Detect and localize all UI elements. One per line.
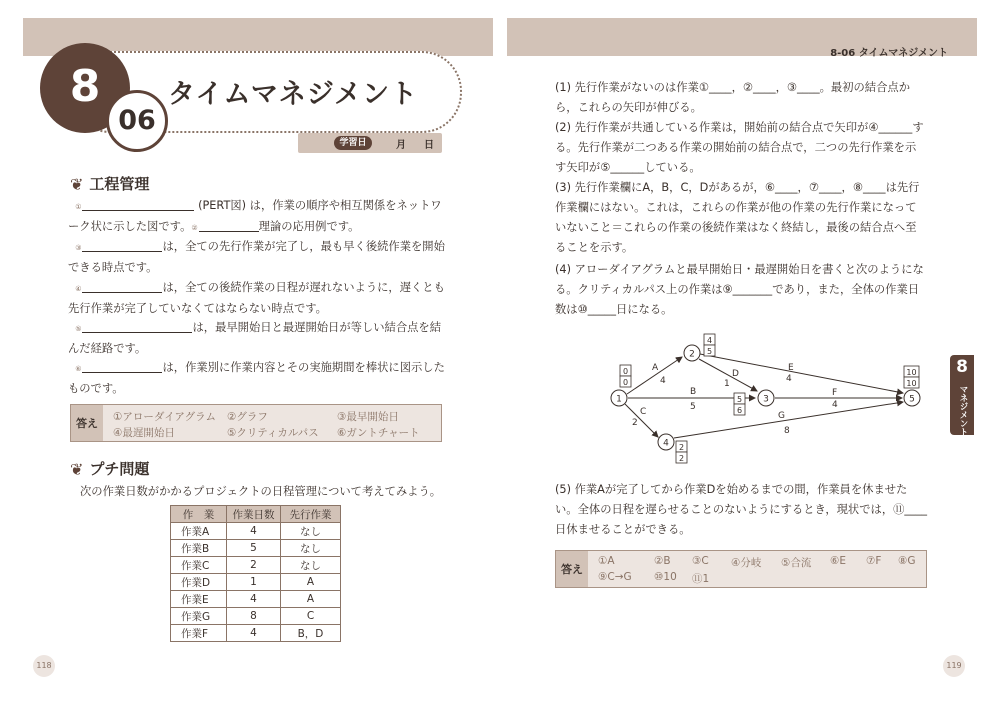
table-row: 作業B 5 なし <box>171 540 341 557</box>
table-header: 先行作業 <box>281 506 341 523</box>
answer-item: ③C <box>692 555 709 567</box>
svg-text:2: 2 <box>678 443 685 452</box>
node-2 <box>684 345 700 361</box>
answer-item: ⑤クリティカルパス <box>227 427 319 439</box>
quiz-intro: 次の作業日数がかかるプロジェクトの日程管理について考えてみよう。 <box>80 485 442 498</box>
fill-blank <box>199 219 259 232</box>
edge-days: 8 <box>784 426 790 436</box>
question-2: (2) 先行作業が共通している作業は，開始前の結合点で矢印が④______する。先行作業が二つある作業の開始前の結合点で，二つの先行作業を示す矢印が⑤______している。 <box>555 121 924 174</box>
leaf-icon: ❦ <box>70 175 84 194</box>
edge-days: 2 <box>632 418 638 428</box>
edge-days: 1 <box>724 379 730 389</box>
answer-label: 答え <box>556 551 588 587</box>
edge-days: 4 <box>832 400 838 410</box>
side-tab-label: マネジメント <box>958 385 968 436</box>
edge-days: 4 <box>660 376 666 386</box>
chapter-number: 8 <box>40 43 130 133</box>
node-1 <box>611 390 627 406</box>
section-number: 06 <box>106 90 168 152</box>
arrow-diagram <box>600 332 940 466</box>
answer-item: ⑥E <box>830 555 847 567</box>
svg-text:3: 3 <box>763 394 769 405</box>
node-4 <box>658 434 674 450</box>
section-heading-quiz: ❦ プチ問題 <box>70 460 150 479</box>
table-row: 作業D 1 A <box>171 574 341 591</box>
svg-text:2: 2 <box>678 454 685 463</box>
edge-label: E <box>788 363 794 373</box>
running-head: 8-06 タイムマネジメント <box>830 48 948 59</box>
table-row: 作業G 8 C <box>171 608 341 625</box>
answer-item: ④分岐 <box>731 557 762 569</box>
question-1: (1) 先行作業がないのは作業①____，②____，③____。最初の結合点から，これらの矢印が伸びる。 <box>555 81 910 114</box>
page-number: 119 <box>943 655 965 677</box>
fill-blank <box>82 280 162 293</box>
table-row: 作業A 4 なし <box>171 523 341 540</box>
edge-e <box>700 354 903 393</box>
edge-days: 4 <box>786 374 792 384</box>
answer-item: ②グラフ <box>227 411 268 423</box>
edge-label: F <box>832 388 838 398</box>
question-3: (3) 先行作業欄にA，B，C，Dがあるが，⑥____，⑦____，⑧____は先行作業欄にはない。これは，これらの作業が他の作業の先行作業になっていないこと＝これらの作業の後続作業はなく終結し，最後の結合点へ至ることを示す。 <box>555 181 920 254</box>
leaf-icon: ❦ <box>70 460 84 479</box>
edge-label: G <box>778 411 785 421</box>
answer-box-2 <box>555 550 927 588</box>
svg-text:0: 0 <box>622 367 629 376</box>
node-5 <box>904 390 920 406</box>
table-row: 作業F 4 B，D <box>171 625 341 642</box>
answer-item: ⑥ガントチャート <box>337 427 420 439</box>
answer-item: ②B <box>654 555 671 567</box>
paragraph-earliest: ③ は，全ての先行作業が完了し，最も早く後続作業を開始できる時点です。 <box>68 240 445 274</box>
fill-blank <box>82 320 192 333</box>
answer-box-1 <box>70 404 442 442</box>
svg-text:0: 0 <box>622 378 629 387</box>
table-header: 作業日数 <box>227 506 281 523</box>
answer-item: ①アローダイアグラム <box>113 411 216 423</box>
time-box-node-1 <box>620 365 631 387</box>
svg-text:4: 4 <box>663 438 669 449</box>
answer-item: ⑦F <box>866 555 882 567</box>
table-row: 作業C 2 なし <box>171 557 341 574</box>
right-page <box>500 0 1000 707</box>
edge-days: 5 <box>690 402 696 412</box>
edge-label: A <box>652 363 659 373</box>
answer-item: ⑩10 <box>654 571 677 583</box>
svg-text:5: 5 <box>706 347 713 356</box>
page-title: タイムマネジメント <box>168 79 419 110</box>
paragraph-critical: ⑤ は，最早開始日と最遅開始日が等しい結合点を結んだ経路です。 <box>68 321 442 355</box>
edge-label: C <box>640 407 647 417</box>
time-box-node-3 <box>734 393 745 415</box>
fill-blank <box>82 239 162 252</box>
svg-text:10: 10 <box>906 368 917 377</box>
svg-text:5: 5 <box>909 394 915 405</box>
time-box-node-2 <box>704 334 715 356</box>
answer-item: ⑪1 <box>692 573 710 585</box>
svg-text:1: 1 <box>616 394 622 405</box>
answer-item: ⑤合流 <box>781 557 812 569</box>
svg-text:5: 5 <box>736 395 743 404</box>
work-table <box>170 505 341 642</box>
paragraph-gantt: ⑥ は，作業別に作業内容とその実施期間を棒状に図示したものです。 <box>68 361 445 395</box>
time-box-node-5 <box>904 366 919 388</box>
svg-text:4: 4 <box>706 336 713 345</box>
svg-text:6: 6 <box>736 406 743 415</box>
svg-text:2: 2 <box>689 349 695 360</box>
study-date-day: 日 <box>424 140 434 151</box>
svg-text:10: 10 <box>906 379 917 388</box>
paragraph-pert: ① (PERT図) は，作業の順序や相互関係をネットワーク状に示した図です。② 理論の応用例です。 <box>68 199 442 233</box>
page-number: 118 <box>33 655 55 677</box>
study-date-month: 月 <box>396 140 406 151</box>
node-3 <box>758 390 774 406</box>
side-tab-number: 8 <box>956 357 968 377</box>
answer-item: ①A <box>598 555 615 567</box>
question-4: (4) アローダイアグラムと最早開始日・最遅開始日を書くと次のようになる。クリティカルパス上の作業は⑨_______であり，また，全体の作業日数は⑩_____日になる。 <box>555 263 924 316</box>
paragraph-latest: ④ は，全ての後続作業の日程が遅れないように，遅くとも先行作業が完了していなくてはならない時点です。 <box>68 281 445 315</box>
answer-item: ③最早開始日 <box>337 411 399 423</box>
question-5: (5) 作業Aが完了してから作業Dを始めるまでの間，作業員を休ませたい。全体の日程を遅らせることのないようにするとき，現状では，⑪____日休ませることができる。 <box>555 483 928 536</box>
table-header-row <box>171 506 341 523</box>
table-row: 作業E 4 A <box>171 591 341 608</box>
answer-item: ④最遅開始日 <box>113 427 175 439</box>
answer-label: 答え <box>71 405 103 441</box>
answer-item: ⑨C→G <box>598 571 632 583</box>
study-date-label: 学習日 <box>334 136 372 150</box>
table-header: 作 業 <box>171 506 227 523</box>
answer-item: ⑧G <box>898 555 916 567</box>
time-box-node-4 <box>676 441 687 463</box>
edge-label: D <box>732 369 739 379</box>
fill-blank <box>82 360 162 373</box>
section-heading-process: ❦ 工程管理 <box>70 175 150 194</box>
edge-label: B <box>690 387 697 397</box>
fill-blank <box>82 198 194 211</box>
